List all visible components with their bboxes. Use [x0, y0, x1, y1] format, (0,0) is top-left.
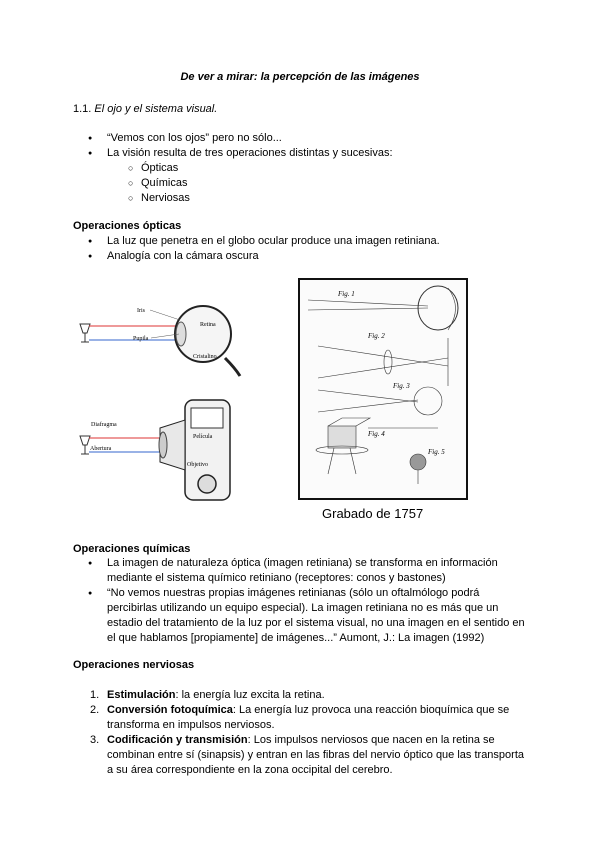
chemical-list: [73, 556, 528, 646]
engraving-label: Fig. 2: [368, 332, 385, 340]
eye-diagram: [75, 298, 245, 378]
engraving-1757: [298, 278, 468, 500]
item-term: Codificación y transmisión: [107, 734, 248, 746]
item-number: 1.: [90, 689, 100, 701]
engraving-label: Fig. 1: [338, 290, 355, 298]
chemical-heading: Operaciones químicas: [73, 543, 191, 555]
numbered-item: [73, 733, 528, 778]
numbered-item: [73, 703, 528, 733]
nervous-heading: Operaciones nerviosas: [73, 659, 195, 671]
optical-heading: Operaciones ópticas: [73, 220, 182, 232]
eye-label: Pupila: [133, 336, 149, 342]
engraving-caption: Grabado de 1757: [322, 506, 424, 521]
sub-list-item: ○ Ópticas: [73, 161, 533, 176]
list-item: ● La luz que penetra en el globo ocular produce una imagen retiniana.: [73, 234, 533, 249]
item-number: 3.: [90, 734, 100, 746]
engraving-label: Fig. 5: [428, 448, 445, 456]
document-title: De ver a mirar: la percepción de las imágenes: [180, 71, 420, 83]
engraving-label: Fig. 3: [393, 382, 410, 390]
camera-label: Diafragma: [91, 422, 117, 428]
section-heading: [73, 102, 217, 117]
intro-list: [73, 131, 533, 206]
list-item: ● “No vemos nuestras propias imágenes retinianas (sólo un oftalmólogo podrá percibirlas utilizando un equipo especial). La imagen retiniana no es más que un estadio del tratamiento de la luz por el sistema visual, no una imagen en el sentido en el que hablamos [propiamente] de imágenes...” Aumont, J.: La imagen (1992): [73, 586, 528, 646]
item-text: : La energía luz provoca una reacción bioquímica que se transforma en impulsos nerviosos.: [107, 704, 510, 731]
camera-diagram: [75, 396, 245, 506]
sub-list-item: ○ Nerviosas: [73, 191, 533, 206]
optical-list: [73, 234, 533, 264]
eye-label: Cristalino: [193, 354, 217, 360]
engraving-label: Fig. 4: [368, 430, 385, 438]
list-item: ● La visión resulta de tres operaciones distintas y sucesivas:: [73, 146, 533, 161]
list-item: ● La imagen de naturaleza óptica (imagen retiniana) se transforma en información mediante el sistema químico retiniano (receptores: conos y bastones): [73, 556, 528, 586]
camera-label: Abertura: [90, 446, 112, 452]
sub-list-item: ○ Químicas: [73, 176, 533, 191]
section-title: El ojo y el sistema visual.: [94, 103, 218, 115]
eye-label: Retina: [200, 322, 216, 328]
item-term: Conversión fotoquímica: [107, 704, 233, 716]
list-item: ● “Vemos con los ojos” pero no sólo...: [73, 131, 533, 146]
eye-label: Iris: [137, 308, 145, 314]
item-number: 2.: [90, 704, 100, 716]
item-term: Estimulación: [107, 689, 176, 701]
list-item: ● Analogía con la cámara oscura: [73, 249, 533, 264]
section-number: 1.1.: [73, 103, 92, 115]
item-text: : la energía luz excita la retina.: [175, 689, 325, 701]
item-text: : Los impulsos nerviosos que nacen en la retina se combinan entre sí (sinapsis) y entran en las fibras del nervio óptico que las transporta a su área correspondiente en la zona occipital del cerebro.: [107, 734, 524, 776]
camera-label: Objetivo: [187, 462, 208, 468]
numbered-item: [73, 688, 528, 703]
camera-label: Película: [193, 434, 213, 440]
nervous-list: [73, 688, 528, 778]
